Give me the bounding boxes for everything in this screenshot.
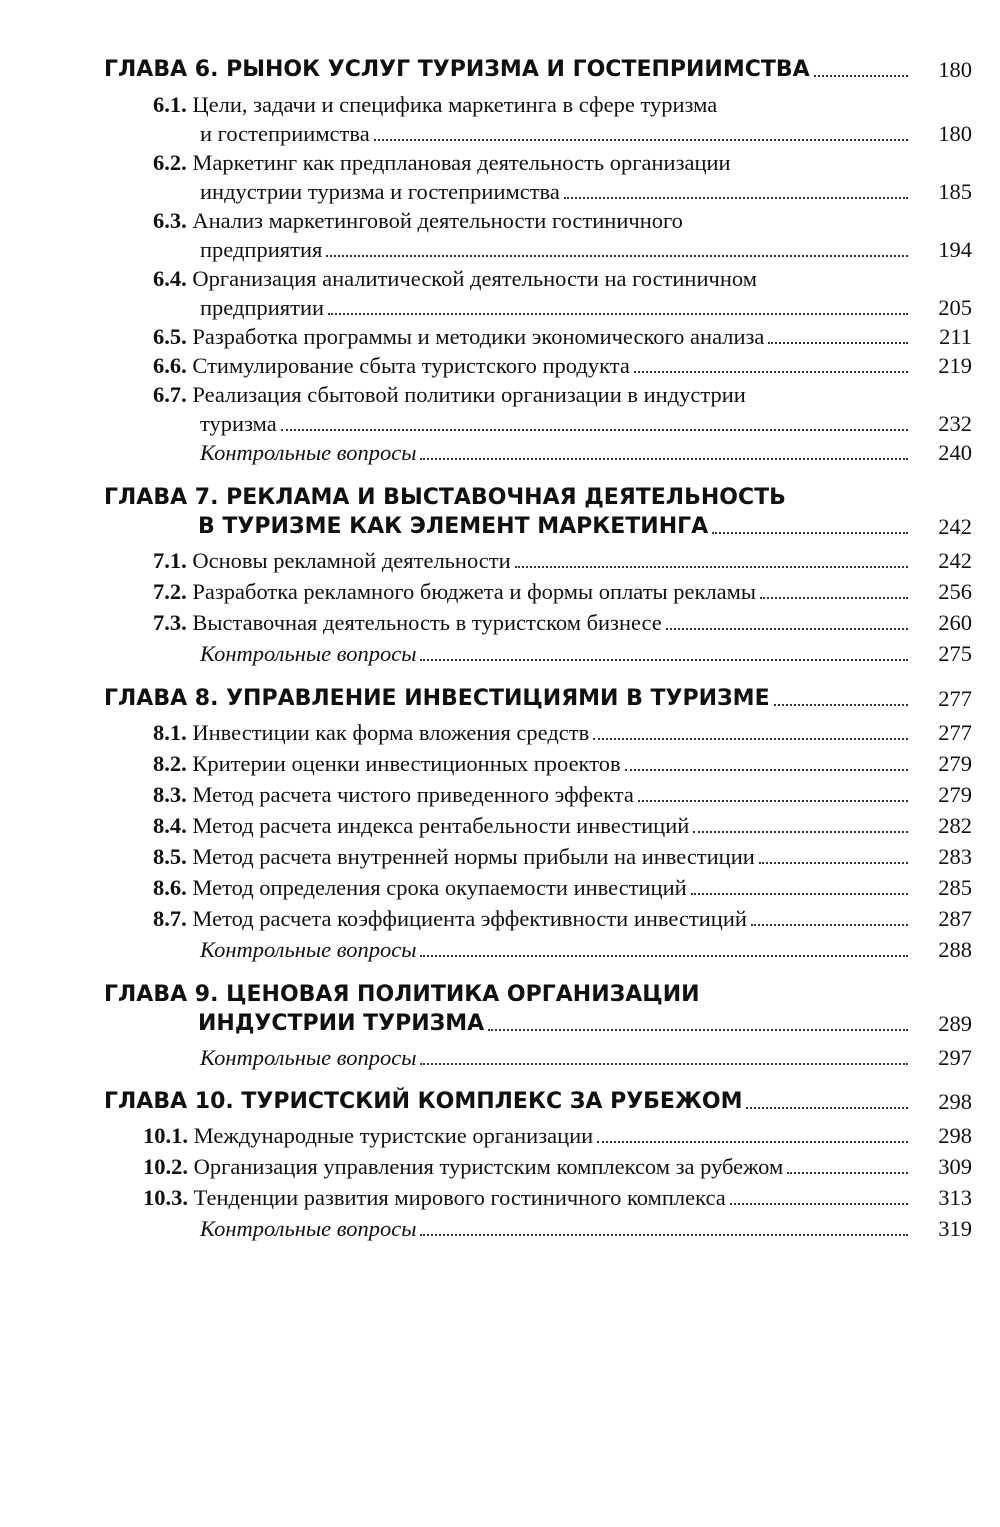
dot-leader [564,197,908,199]
page-number: 319 [938,1216,972,1241]
dot-leader [787,1172,908,1174]
toc-entry-label [104,1087,742,1116]
page-number: 279 [938,782,972,807]
page-number: 260 [938,610,972,635]
toc-entry [0,718,1000,747]
toc-entry-title: предприятии [200,295,325,320]
toc-entry [0,322,1000,351]
toc-entry [0,811,1000,840]
toc-entry-title: Контрольные вопросы [200,937,417,962]
toc-entry [0,1121,1000,1150]
page-number: 211 [939,324,972,349]
page-number: 288 [938,937,972,962]
dot-leader [281,429,908,431]
toc-entry-label [104,483,786,512]
dot-leader [488,1029,908,1031]
dot-leader [760,597,908,599]
section-number: 8.3. [153,782,187,807]
section-number: 6.2. [153,150,187,175]
dot-leader [420,1234,908,1236]
toc-entry [0,1183,1000,1212]
toc-entry-title: Маркетинг как предплановая деятельность организации [192,150,731,175]
dot-leader [666,628,908,630]
section-number: 10.1. [143,1123,188,1148]
toc-entry [0,1087,1000,1116]
section-number: 7.3. [153,610,187,635]
toc-entry [0,438,1000,467]
toc-entry [0,119,1000,148]
toc-entry [0,749,1000,778]
toc-entry-label [153,718,589,747]
toc-entry-label [104,980,700,1009]
section-number: 8.1. [153,720,187,745]
section-number: 7.2. [153,579,187,604]
toc-entry-label [200,119,370,148]
toc-entry-label [200,1043,416,1072]
toc-entry [0,608,1000,637]
dot-leader [420,955,908,957]
toc-entry [0,904,1000,933]
section-number: 6.3. [153,208,187,233]
toc-entry [0,684,1000,713]
section-number: 10.2. [143,1154,188,1179]
page-number: 282 [938,813,972,838]
dot-leader [625,769,908,771]
toc-entry-title: предприятия [200,237,323,262]
section-number: 8.7. [153,906,187,931]
toc-entry [0,148,1000,177]
page-number: 242 [938,548,972,573]
toc-entry-label [198,1009,484,1038]
toc-entry-label [153,322,764,351]
page-number: 194 [938,237,972,262]
section-number: 7.1. [153,548,187,573]
section-number: 6.7. [153,382,187,407]
page-number: 289 [938,1011,972,1036]
page-number: 180 [938,57,972,82]
dot-leader [634,371,908,373]
toc-entry-label [143,1121,593,1150]
toc-entry-title: Основы рекламной деятельности [192,548,511,573]
toc-entry [0,264,1000,293]
toc-entry-title: и гостеприимства [200,121,370,146]
dot-leader [730,1203,908,1205]
page-number: 298 [938,1123,972,1148]
page-number: 283 [938,844,972,869]
toc-entry-title: Стимулирование сбыта туристского продукта [192,353,630,378]
toc-entry-title: ГЛАВА 8. УПРАВЛЕНИЕ ИНВЕСТИЦИЯМИ В ТУРИЗМЕ [104,686,770,711]
dot-leader [751,924,908,926]
section-number: 6.6. [153,353,187,378]
page-number: 279 [938,751,972,776]
toc-entry-label [153,380,746,409]
dot-leader [593,738,908,740]
dot-leader [420,458,908,460]
section-number: 8.5. [153,844,187,869]
section-number: 6.4. [153,266,187,291]
dot-leader [774,704,908,706]
toc-entry [0,577,1000,606]
toc-entry-label [153,873,687,902]
toc-entry-title: индустрии туризма и гостеприимства [200,179,560,204]
toc-entry-title: Инвестиции как форма вложения средств [192,720,590,745]
page-number: 180 [938,121,972,146]
toc-entry-label [200,235,322,264]
toc-entry-title: ГЛАВА 10. ТУРИСТСКИЙ КОМПЛЕКС ЗА РУБЕЖОМ [104,1089,743,1114]
toc-entry-title: Контрольные вопросы [200,1216,417,1241]
toc-entry [0,206,1000,235]
toc-entry-title: ГЛАВА 7. РЕКЛАМА И ВЫСТАВОЧНАЯ ДЕЯТЕЛЬНОСТЬ [104,485,786,510]
page-number: 256 [938,579,972,604]
toc-entry-label [200,177,560,206]
page-number: 298 [938,1089,972,1114]
toc-entry-label [198,512,708,541]
toc-entry-title: ГЛАВА 6. РЫНОК УСЛУГ ТУРИЗМА И ГОСТЕПРИИМСТВА [104,57,810,82]
toc-entry-label [153,577,756,606]
page-number: 232 [938,411,972,436]
toc-entry [0,177,1000,206]
toc-entry [0,1152,1000,1181]
toc-entry-label [153,608,662,637]
toc-entry [0,1214,1000,1243]
toc-entry-title: Реализация сбытовой политики организации в индустрии [192,382,746,407]
page-number: 287 [938,906,972,931]
dot-leader [638,800,908,802]
toc-entry [0,55,1000,84]
page-number: 297 [938,1045,972,1070]
section-number: 8.4. [153,813,187,838]
toc-entry-label [153,351,630,380]
page-number: 277 [938,720,972,745]
toc-entry-title: В ТУРИЗМЕ КАК ЭЛЕМЕНТ МАРКЕТИНГА [198,514,709,539]
toc-entry-label [153,264,757,293]
toc-entry-label [200,409,277,438]
page-number: 309 [938,1154,972,1179]
toc-entry-title: Разработка рекламного бюджета и формы оплаты рекламы [192,579,757,604]
dot-leader [746,1107,908,1109]
toc-entry-label [104,55,810,84]
toc-entry [0,873,1000,902]
toc-entry [0,980,1000,1009]
toc-entry-title: Тенденции развития мирового гостиничного комплекса [193,1185,726,1210]
dot-leader [597,1141,908,1143]
toc-entry-title: Разработка программы и методики экономического анализа [192,324,765,349]
toc-entry [0,1009,1000,1038]
toc-entry-title: Организация аналитической деятельности на гостиничном [192,266,757,291]
toc-entry [0,639,1000,668]
toc-entry-title: Цели, задачи и специфика маркетинга в сфере туризма [192,92,718,117]
dot-leader [374,139,908,141]
section-number: 6.1. [153,92,187,117]
toc-entry [0,780,1000,809]
section-number: 8.6. [153,875,187,900]
dot-leader [759,862,908,864]
toc-entry-label [200,293,324,322]
toc-entry-label [143,1183,726,1212]
dot-leader [515,566,908,568]
toc-entry-title: Контрольные вопросы [200,440,417,465]
toc-entry [0,1043,1000,1072]
toc-entry-title: Критерии оценки инвестиционных проектов [192,751,621,776]
toc-entry-title: Международные туристские организации [193,1123,594,1148]
toc-entry-label [153,90,717,119]
dot-leader [712,532,908,534]
toc-entry-title: туризма [200,411,277,436]
dot-leader [420,659,908,661]
toc-entry-label [200,1214,416,1243]
page-number: 277 [938,686,972,711]
toc-entry-label [153,780,634,809]
page-number: 285 [938,875,972,900]
page-number: 205 [938,295,972,320]
dot-leader [326,255,908,257]
toc-entry-title: Анализ маркетинговой деятельности гостиничного [192,208,683,233]
section-number: 6.5. [153,324,187,349]
page-number: 313 [938,1185,972,1210]
dot-leader [328,313,908,315]
toc-entry-label [200,639,416,668]
toc-entry-title: Организация управления туристским комплексом за рубежом [193,1154,784,1179]
toc-entry-title: Контрольные вопросы [200,641,417,666]
toc-entry [0,512,1000,541]
toc-entry [0,935,1000,964]
toc-entry-label [153,148,731,177]
page-number: 242 [938,514,972,539]
toc-entry-label [200,935,416,964]
toc-entry [0,235,1000,264]
toc-entry-label [153,749,621,778]
toc-entry-label [153,904,747,933]
toc-entry-label [153,206,683,235]
toc-entry-title: Метод расчета внутренней нормы прибыли на инвестиции [192,844,755,869]
page-number: 185 [938,179,972,204]
dot-leader [814,75,908,77]
toc-entry-label [143,1152,783,1181]
toc-entry-title: ГЛАВА 9. ЦЕНОВАЯ ПОЛИТИКА ОРГАНИЗАЦИИ [104,982,700,1007]
section-number: 8.2. [153,751,187,776]
dot-leader [693,831,908,833]
toc-entry-title: ИНДУСТРИИ ТУРИЗМА [198,1011,485,1036]
page-number: 219 [938,353,972,378]
toc-entry-title: Контрольные вопросы [200,1045,417,1070]
toc-entry-label [153,842,755,871]
toc-entry [0,293,1000,322]
toc-entry-label [200,438,416,467]
toc-entry [0,546,1000,575]
section-number: 10.3. [143,1185,188,1210]
toc-entry [0,90,1000,119]
page-number: 275 [938,641,972,666]
dot-leader [420,1063,908,1065]
toc-entry-label [104,684,770,713]
toc-entry-label [153,811,689,840]
toc-entry-title: Метод определения срока окупаемости инвестиций [192,875,687,900]
toc-entry [0,351,1000,380]
toc-entry [0,842,1000,871]
toc-entry [0,380,1000,409]
toc-entry [0,483,1000,512]
toc-entry [0,409,1000,438]
toc-entry-title: Метод расчета индекса рентабельности инвестиций [192,813,690,838]
toc-entry-title: Метод расчета коэффициента эффективности инвестиций [192,906,747,931]
toc-entry-title: Метод расчета чистого приведенного эффекта [192,782,634,807]
dot-leader [768,342,908,344]
dot-leader [691,893,908,895]
page-number: 240 [938,440,972,465]
toc-entry-title: Выставочная деятельность в туристском бизнесе [192,610,662,635]
toc-entry-label [153,546,511,575]
